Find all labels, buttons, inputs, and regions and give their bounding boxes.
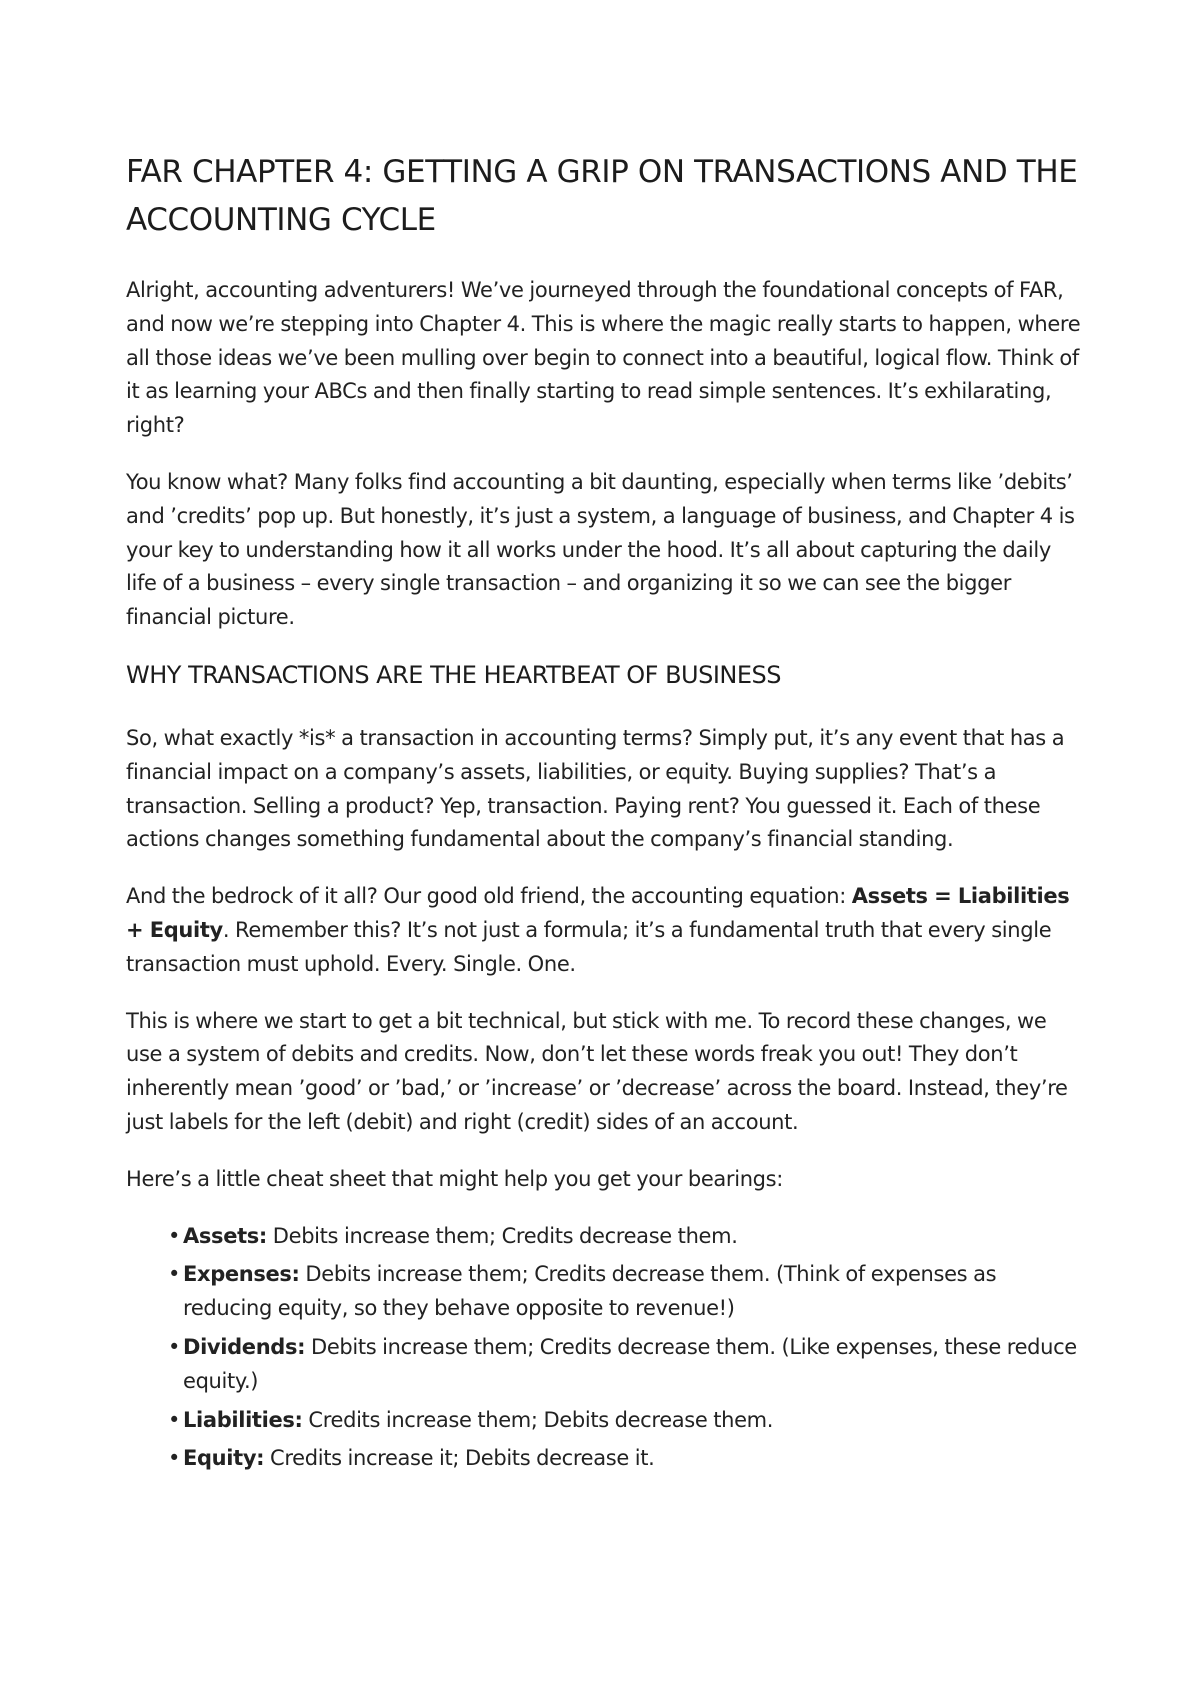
- section-paragraph-1: So, what exactly *is* a transaction in accounting terms? Simply put, it’s any event that has a financial impact on a company’s assets, liabilities, or equity. Buying supplies? That’s a transaction. Selling a product? Yep, transaction. Paying rent? You guessed it. Each of these actions changes something fundamental about the company’s financial standing.: [126, 725, 1065, 852]
- document-title: FAR CHAPTER 4: GETTING A GRIP ON TRANSACTIONS AND THE ACCOUNTING CYCLE: [126, 154, 1078, 238]
- cheat-sheet-intro: Here’s a little cheat sheet that might help you get your bearings:: [126, 1166, 783, 1191]
- cheat-sheet-item-assets: [168, 1220, 1086, 1254]
- section-heading: WHY TRANSACTIONS ARE THE HEARTBEAT OF BUSINESS: [126, 660, 782, 689]
- equation-paragraph-lead: And the bedrock of it all? Our good old friend, the accounting equation:: [126, 884, 852, 909]
- accounting-equation: Assets = Liabilities + Equity: [126, 884, 1070, 942]
- equation-paragraph-tail: . Remember this? It’s not just a formula; it’s a fundamental truth that every single transaction must uphold. Every. Single. One.: [126, 917, 1052, 976]
- cheat-sheet-text: Debits increase them; Credits decrease them. (Like expenses, these reduce equity.): [183, 1334, 1077, 1393]
- section-paragraph-3: This is where we start to get a bit technical, but stick with me. To record these changes, we use a system of debits and credits. Now, don’t let these words freak you out! They don’t inherently mean ’good’ or ’bad,’ or ’increase’ or ’decrease’ across the board. Instead, they’re just labels for the left (debit) and right (credit) sides of an account.: [126, 1008, 1068, 1134]
- cheat-sheet-term: Equity:: [183, 1446, 265, 1471]
- cheat-sheet-term: Assets:: [183, 1223, 267, 1248]
- cheat-sheet-text: Credits increase them; Debits decrease them.: [302, 1407, 774, 1432]
- bullet-icon: •: [168, 1407, 181, 1432]
- cheat-sheet-term: Expenses:: [183, 1262, 300, 1287]
- cheat-sheet-item-equity: [168, 1442, 1086, 1476]
- intro-paragraph-2: You know what? Many folks find accounting a bit daunting, especially when terms like ’debits’ and ’credits’ pop up. But honestly, it’s just a system, a language of business, and Chapter 4 is your key to understanding how it all works under the hood. It’s all about capturing the daily life of a business – every single transaction – and organizing it so we can see the bigger financial picture.: [126, 469, 1075, 630]
- cheat-sheet-text: Debits increase them; Credits decrease them.: [266, 1223, 738, 1248]
- cheat-sheet-term: Dividends:: [183, 1334, 306, 1359]
- bullet-icon: •: [168, 1223, 181, 1248]
- cheat-sheet-item-dividends: [168, 1331, 1086, 1399]
- cheat-sheet-text: Debits increase them; Credits decrease them. (Think of expenses as reducing equity, so they behave opposite to revenue!): [183, 1262, 997, 1321]
- cheat-sheet-item-expenses: [168, 1258, 1086, 1326]
- cheat-sheet-item-liabilities: [168, 1404, 1086, 1438]
- equation-paragraph: [126, 880, 1086, 981]
- document-page: [126, 148, 1086, 1481]
- bullet-icon: •: [168, 1446, 181, 1471]
- cheat-sheet-list: [126, 1220, 1086, 1477]
- intro-paragraph-1: Alright, accounting adventurers! We’ve journeyed through the foundational concepts of FAR, and now we’re stepping into Chapter 4. This is where the magic really starts to happen, where all those ideas we’ve been mulling over begin to connect into a beautiful, logical flow. Think of it as learning your ABCs and then finally starting to read simple sentences. It’s exhilarating, right?: [126, 278, 1081, 438]
- bullet-icon: •: [168, 1262, 181, 1287]
- cheat-sheet-term: Liabilities:: [183, 1407, 303, 1432]
- cheat-sheet-text: Credits increase it; Debits decrease it.: [264, 1446, 655, 1471]
- bullet-icon: •: [168, 1334, 181, 1359]
